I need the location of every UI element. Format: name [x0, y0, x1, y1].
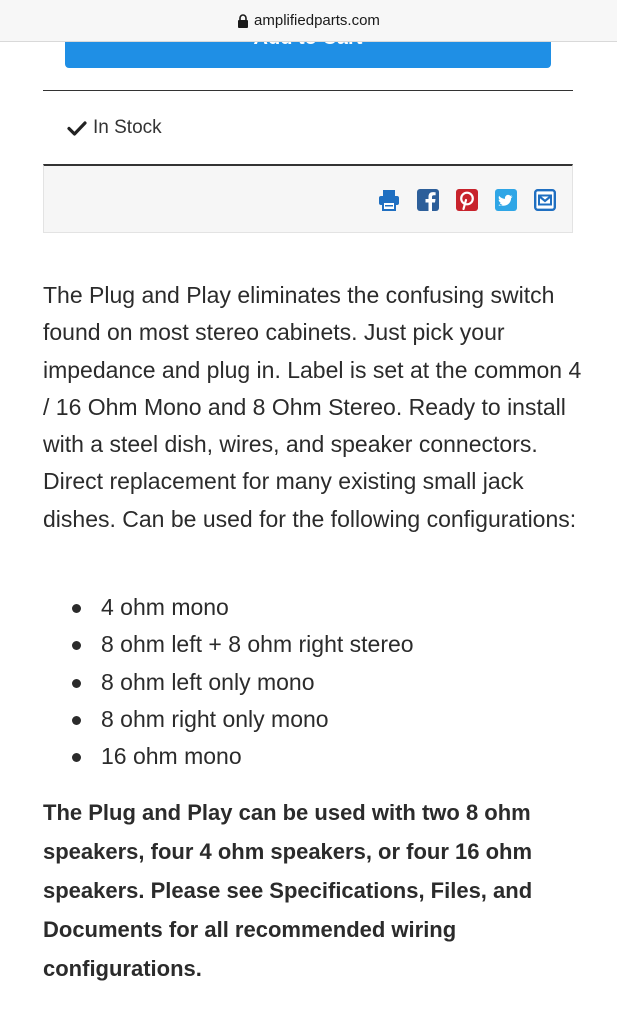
pinterest-icon[interactable] — [456, 189, 478, 211]
print-icon[interactable] — [378, 189, 400, 211]
configuration-list — [72, 589, 414, 775]
stock-status — [67, 116, 162, 140]
stock-label: In Stock — [93, 117, 162, 138]
email-icon[interactable] — [534, 189, 556, 211]
checkmark-icon — [67, 120, 87, 136]
lock-icon — [237, 14, 249, 28]
product-description: The Plug and Play eliminates the confusing switch found on most stereo cabinets. Just pick your impedance and plug in. Label is set at the common 4 / 16 Ohm Mono and 8 Ohm Stereo. Ready to install with a steel dish, wires, and speaker connectors. Direct replacement for many existing small jack dishes. Can be used for the following configurations: — [43, 282, 582, 532]
list-item: 4 ohm mono — [72, 589, 414, 626]
divider — [43, 90, 573, 91]
facebook-icon[interactable] — [417, 189, 439, 211]
twitter-icon[interactable] — [495, 189, 517, 211]
list-item: 8 ohm right only mono — [72, 701, 414, 738]
list-item: 16 ohm mono — [72, 738, 414, 775]
list-item: 8 ohm left only mono — [72, 664, 414, 701]
share-bar — [43, 164, 573, 233]
usage-note: The Plug and Play can be used with two 8 ohm speakers, four 4 ohm speakers, or four 16 ohm speakers. Please see Specifications, Files, and Documents for all recommended wiring configurations. — [43, 800, 533, 981]
address-bar[interactable] — [0, 0, 617, 42]
url-text: amplifiedparts.com — [254, 12, 380, 29]
list-item: 8 ohm left + 8 ohm right stereo — [72, 626, 414, 663]
